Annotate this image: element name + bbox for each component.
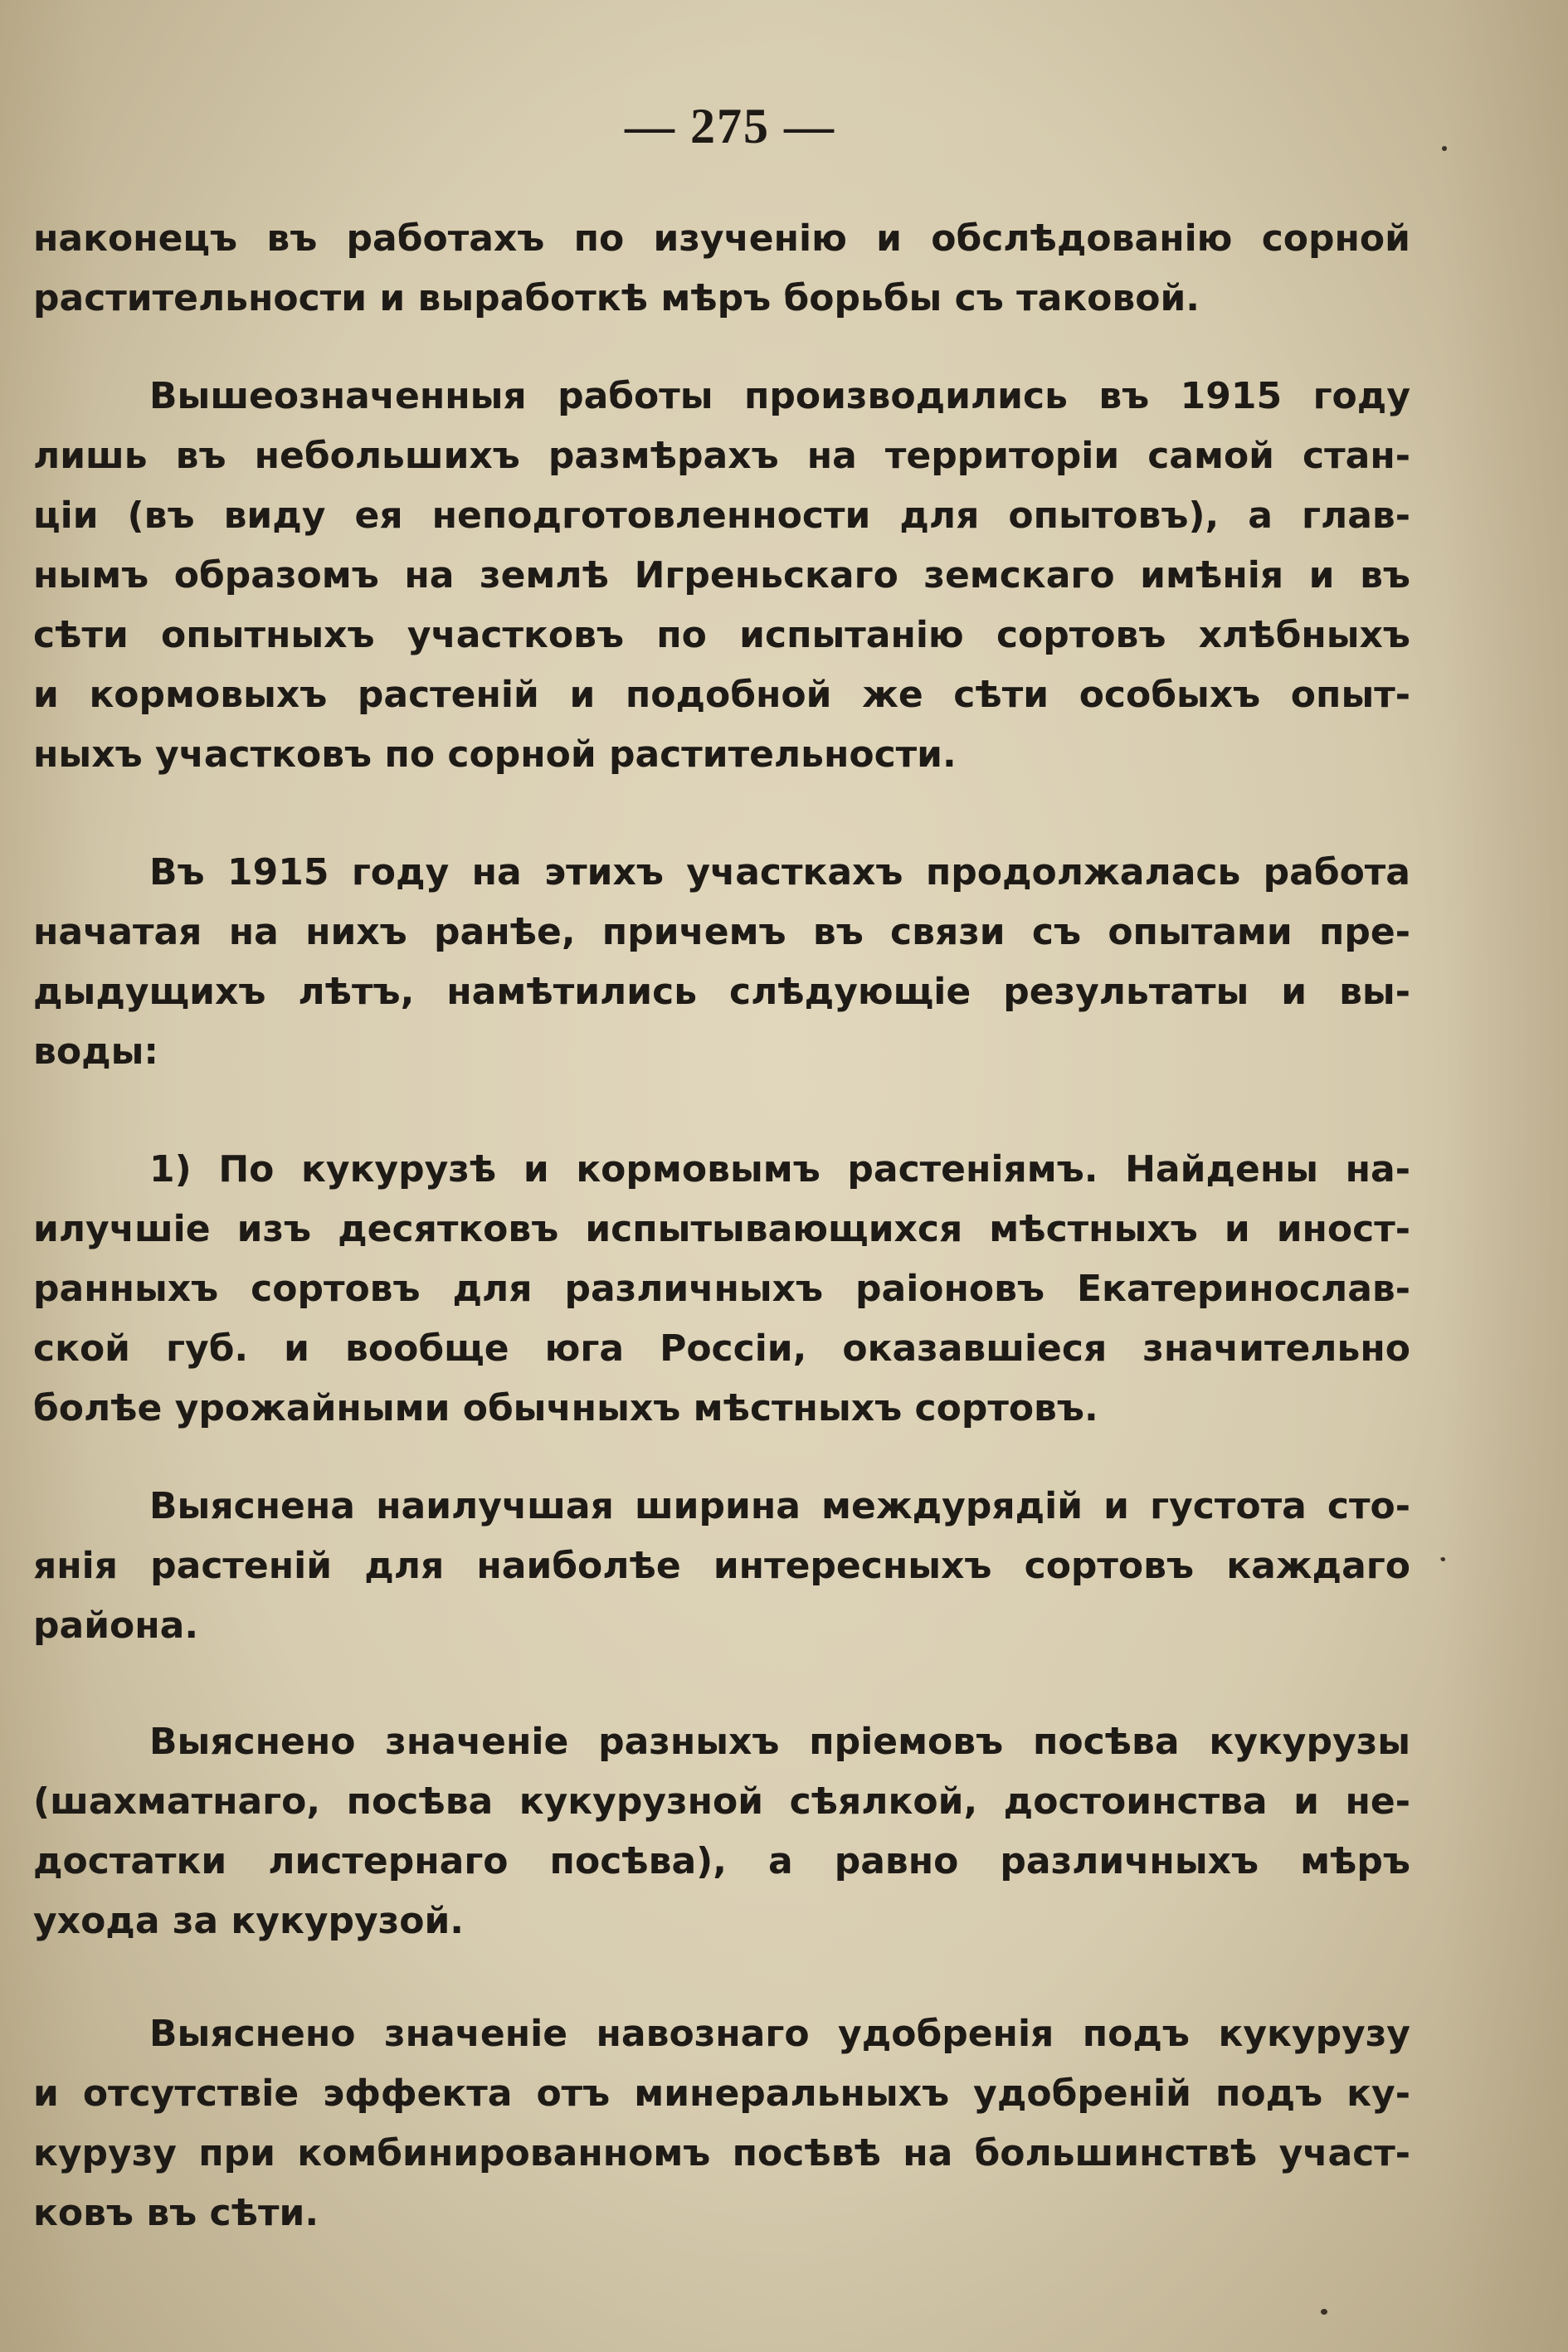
paragraph-line: ухода за кукурузой. [33,1900,465,1942]
paragraph-line: воды: [33,1030,158,1073]
paragraph-line: нымъ образомъ на землѣ Игреньскаго земскаго имѣнія и въ [33,554,1410,597]
paragraph-line: ской губ. и вообще юга Россіи, оказавшіеся значительно [33,1327,1410,1370]
paragraph-2 [33,367,1410,785]
paragraph-line: Выяснено значеніе навознаго удобренія подъ кукурузу [149,2013,1410,2055]
paragraph-line: ковъ въ сѣти. [33,2192,319,2234]
paragraph-7 [33,2004,1410,2243]
paragraph-line: и отсутствіе эффекта отъ минеральныхъ удобреній подъ ку- [33,2072,1410,2115]
paragraph-line: ціи (въ виду ея неподготовленности для опытовъ), а глав- [33,494,1410,537]
paragraph-line: сѣти опытныхъ участковъ по испытанію сортовъ хлѣбныхъ [33,614,1410,656]
paragraph-line: ныхъ участковъ по сорной растительности. [33,733,957,776]
paragraph-line: болѣе урожайными обычныхъ мѣстныхъ сортовъ. [33,1387,1098,1429]
paragraph-line: достатки листернаго посѣва), а равно различныхъ мѣръ [33,1840,1410,1882]
paragraph-line: Въ 1915 году на этихъ участкахъ продолжалась работа [149,851,1410,894]
paragraph-5 [33,1477,1410,1656]
paragraph-4 [33,1140,1410,1439]
paragraph-line: наконецъ въ работахъ по изученію и обслѣдованію сорной [33,217,1410,260]
paragraph-line: дыдущихъ лѣтъ, намѣтились слѣдующіе результаты и вы- [33,971,1410,1013]
paragraph-line: янія растеній для наиболѣе интересныхъ сортовъ каждаго [33,1545,1410,1587]
paragraph-line: Вышеозначенныя работы производились въ 1915 году [149,375,1410,417]
paragraph-3 [33,843,1410,1082]
paragraph-line: растительности и выработкѣ мѣръ борьбы съ таковой. [33,277,1200,319]
paragraph-line: курузу при комбинированномъ посѣвѣ на большинствѣ участ- [33,2132,1410,2174]
paragraph-line: лишь въ небольшихъ размѣрахъ на территоріи самой стан- [33,435,1410,477]
paper-speck [1442,146,1447,151]
paragraph-line: ранныхъ сортовъ для различныхъ раіоновъ Екатеринослав- [33,1268,1410,1310]
paragraph-line: илучшіе изъ десятковъ испытывающихся мѣстныхъ и иност- [33,1208,1410,1250]
paragraph-1 [33,209,1410,329]
paragraph-line: (шахматнаго, посѣва кукурузной сѣялкой, достоинства и не- [33,1780,1410,1823]
page-number: — 275 — [625,99,835,153]
paragraph-line: Выяснена наилучшая ширина междурядій и густота сто- [149,1485,1410,1527]
paragraph-line: начатая на нихъ ранѣе, причемъ въ связи съ опытами пре- [33,911,1410,953]
paragraph-line: Выяснено значеніе разныхъ пріемовъ посѣва кукурузы [149,1721,1410,1763]
paragraph-line: 1) По кукурузѣ и кормовымъ растеніямъ. Найдены на- [149,1148,1410,1191]
paragraph-6 [33,1712,1410,1951]
paper-speck [1321,2309,1327,2315]
paper-speck [1440,1557,1444,1561]
paragraph-line: района. [33,1605,199,1647]
paragraph-line: и кормовыхъ растеній и подобной же сѣти особыхъ опыт- [33,674,1410,716]
